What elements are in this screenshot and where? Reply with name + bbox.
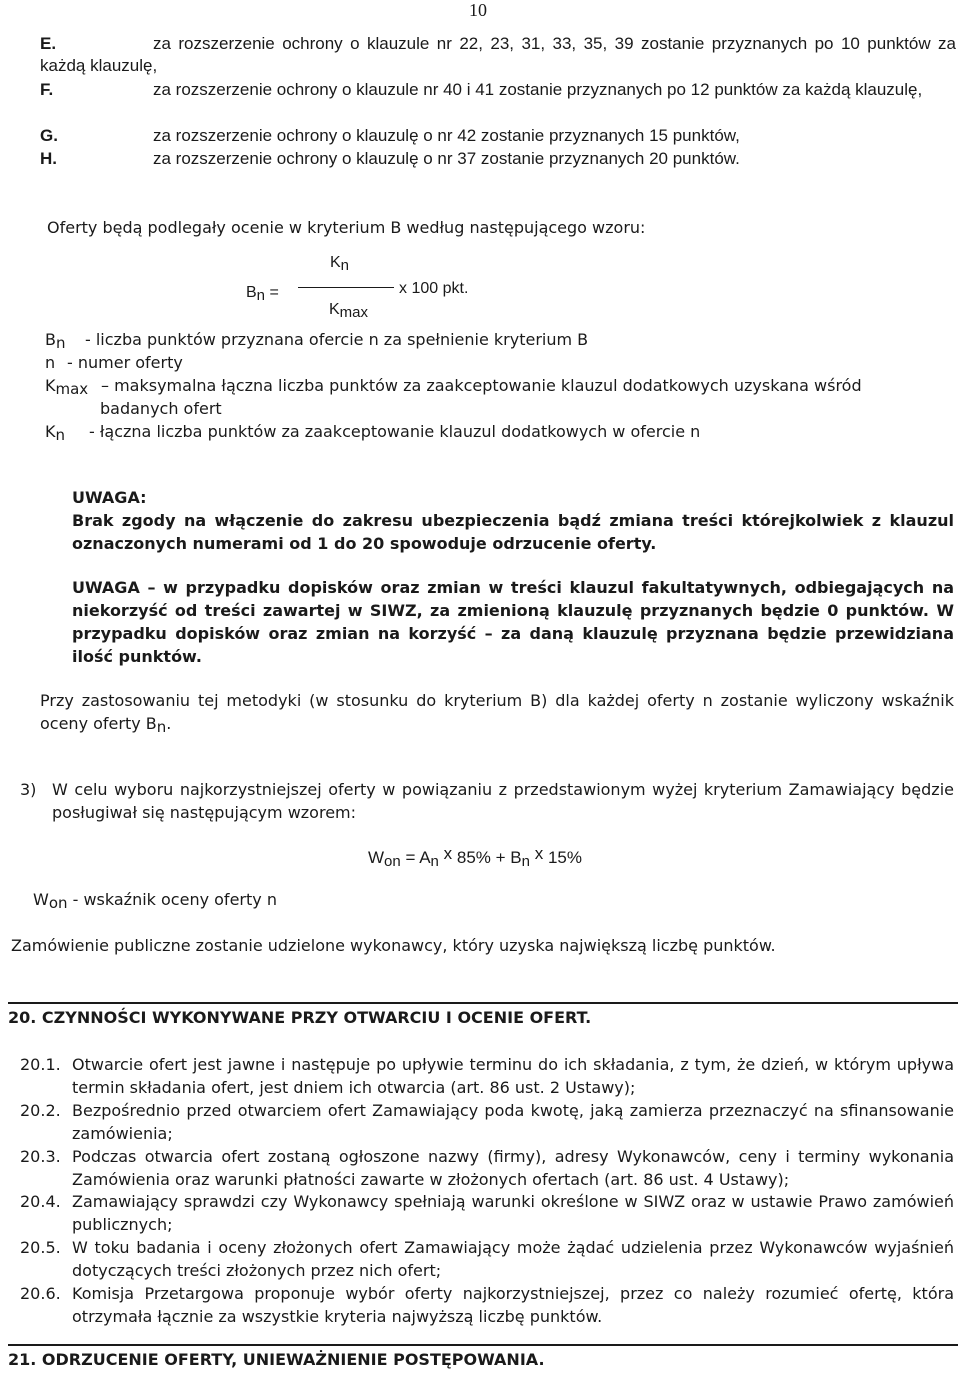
w-subscript: on xyxy=(384,853,401,870)
item-20-4 xyxy=(20,1190,954,1236)
list-text: za rozszerzenie ochrony o klauzule nr 22, 23, 31, 33, 35, 39 zostanie przyznanych po 10 punktów za każdą klauzulę, xyxy=(40,34,956,75)
item-number: 20.4. xyxy=(20,1192,61,1211)
item-text: Podczas otwarcia ofert zostaną ogłoszone nazwy (firmy), adresy Wykonawców, ceny i terminy wykonania Zamówienia oraz warunki płatności zawarte w złożonych ofertach (art. 86 ust. 4 Ustawy); xyxy=(72,1147,954,1189)
won-symbol: W xyxy=(33,890,49,909)
list-item-e xyxy=(40,33,956,77)
b-symbol: B xyxy=(510,848,522,867)
lhs-subscript: n xyxy=(256,287,266,304)
method-text: Przy zastosowaniu tej metodyki (w stosunku do kryterium B) dla każdej oferty n zostanie wyliczony wskaźnik oceny oferty B xyxy=(40,691,954,733)
item-text: W toku badania i oceny złożonych ofert Zamawiający może żądać udzielenia przez Wykonawców wyjaśnień dotyczących treści złożonych przez nich ofert; xyxy=(72,1238,954,1280)
criterion-intro: Oferty będą podlegały ocenie w kryterium B według następującego wzoru: xyxy=(47,218,646,237)
section-20-title: 20. CZYNNOŚCI WYKONYWANE PRZY OTWARCIU I OCENIE OFERT. xyxy=(8,1002,958,1027)
legend-symbol: K xyxy=(45,376,56,395)
lhs-symbol: B xyxy=(246,284,257,301)
b-subscript: n xyxy=(521,853,530,870)
item-number: 20.5. xyxy=(20,1238,61,1257)
formula-lhs xyxy=(246,284,279,304)
denominator-symbol: K xyxy=(329,301,340,318)
list-item-h xyxy=(40,148,956,170)
won-text: - wskaźnik oceny oferty n xyxy=(72,890,277,909)
a-subscript: n xyxy=(430,853,439,870)
times-sign: x xyxy=(534,844,544,863)
method-paragraph xyxy=(40,689,954,739)
formula-w xyxy=(368,844,582,870)
list-item-f xyxy=(40,79,956,101)
equals-sign: = xyxy=(405,848,416,867)
item-number: 20.6. xyxy=(20,1284,61,1303)
legend-subscript: n xyxy=(55,426,66,444)
list-letter: E. xyxy=(40,34,57,53)
legend-symbol: K xyxy=(45,422,56,441)
won-definition xyxy=(33,890,277,912)
point-3-text: W celu wyboru najkorzystniejszej oferty w powiązaniu z przedstawionym wyżej kryterium Zamawiający będzie posługiwał się następującym wzorem: xyxy=(52,780,954,822)
formula-multiplier xyxy=(399,280,468,298)
a-weight: 85% + xyxy=(456,848,506,867)
numerator-subscript: n xyxy=(340,257,350,274)
item-20-1 xyxy=(20,1053,954,1099)
legend-symbol: B xyxy=(45,330,56,349)
legend-text: – maksymalna łączna liczba punktów za zaakceptowanie klauzul dodatkowych uzyskana wśród xyxy=(101,376,862,395)
method-subscript: n xyxy=(156,718,167,736)
item-text: Otwarcie ofert jest jawne i następuje po upływie terminu do ich składania, z tym, że dzień, w którym upływa termin składania ofert, jest dniem ich otwarcia (art. 86 ust. 2 Ustawy); xyxy=(72,1055,954,1097)
b-weight: 15% xyxy=(547,848,582,867)
legend-kn xyxy=(45,420,955,447)
item-text: Zamawiający sprawdzi czy Wykonawcy spełniają warunki określone w SIWZ oraz w ustawie Prawo zamówień publicznych; xyxy=(72,1192,954,1234)
award-sentence: Zamówienie publiczne zostanie udzielone wykonawcy, który uzyska największą liczbę punktów. xyxy=(11,936,776,955)
legend-text: - liczba punktów przyznana ofercie n za spełnienie kryterium B xyxy=(85,330,589,349)
item-text: Komisja Przetargowa proponuje wybór oferty najkorzystniejszej, przez co należy rozumieć ofertę, która otrzymała łącznie za wszystkie kryteria najwyższą liczbę punktów. xyxy=(72,1284,954,1326)
item-number: 20.2. xyxy=(20,1101,61,1120)
item-text: Bezpośrednio przed otwarciem ofert Zamawiający poda kwotę, jaką zamierza przeznaczyć na sfinansowanie zamówienia; xyxy=(72,1101,954,1143)
list-letter: G. xyxy=(40,126,58,145)
legend-n xyxy=(45,351,955,374)
legend-text: - łączna liczba punktów za zaakceptowanie klauzul dodatkowych w ofercie n xyxy=(89,422,701,441)
a-symbol: A xyxy=(419,848,431,867)
item-20-3 xyxy=(20,1145,954,1191)
legend-symbol: n xyxy=(45,353,56,372)
warning-body: Brak zgody na włączenie do zakresu ubezpieczenia bądź zmiana treści którejkolwiek z klauzul oznaczonych numerami od 1 do 20 spowoduje odrzucenie oferty. xyxy=(72,511,954,553)
item-number: 20.3. xyxy=(20,1147,61,1166)
list-letter: H. xyxy=(40,149,57,168)
times-sign: x xyxy=(443,844,453,863)
w-symbol: W xyxy=(368,848,385,867)
list-text: za rozszerzenie ochrony o klauzule nr 40 i 41 zostanie przyznanych po 12 punktów za każdą klauzulę, xyxy=(153,80,923,99)
won-subscript: on xyxy=(48,894,68,912)
warning-title: UWAGA: xyxy=(72,488,147,507)
denominator-subscript: max xyxy=(339,304,369,321)
point-3-number: 3) xyxy=(20,780,37,799)
list-item-g xyxy=(40,125,956,147)
list-text: za rozszerzenie ochrony o klauzulę o nr 42 zostanie przyznanych 15 punktów, xyxy=(153,126,740,145)
multiplier-value: 100 pkt. xyxy=(411,280,469,297)
formula-numerator xyxy=(330,254,349,274)
equals-sign: = xyxy=(269,284,279,301)
fraction-bar xyxy=(298,287,394,288)
times-sign: x xyxy=(399,280,407,297)
list-text: za rozszerzenie ochrony o klauzulę o nr 37 zostanie przyznanych 20 punktów. xyxy=(153,149,740,168)
legend-kmax-cont: badanych ofert xyxy=(100,399,222,418)
formula-denominator xyxy=(329,301,368,321)
item-20-6 xyxy=(20,1282,954,1328)
numerator-symbol: K xyxy=(330,254,341,271)
section-21-title: 21. ODRZUCENIE OFERTY, UNIEWAŻNIENIE POSTĘPOWANIA. xyxy=(8,1344,958,1369)
legend-text: - numer oferty xyxy=(67,353,183,372)
item-number: 20.1. xyxy=(20,1055,61,1074)
item-20-2 xyxy=(20,1099,954,1145)
item-20-5 xyxy=(20,1236,954,1282)
list-letter: F. xyxy=(40,80,54,99)
warning-fakultatywne: UWAGA – w przypadku dopisków oraz zmian w treści klauzul fakultatywnych, odbiegających na niekorzyść od treści zawartej w SIWZ, za zmienioną klauzulę przyznanych będzie 0 punktów. W przypadku dopisków oraz zmian na korzyść – za daną klauzulę przyznana będzie przewidziana ilość punktów. xyxy=(72,578,954,666)
page-number: 10 xyxy=(469,0,487,20)
method-end: . xyxy=(166,714,172,733)
legend-subscript: n xyxy=(55,334,66,352)
legend-subscript: max xyxy=(55,380,89,398)
